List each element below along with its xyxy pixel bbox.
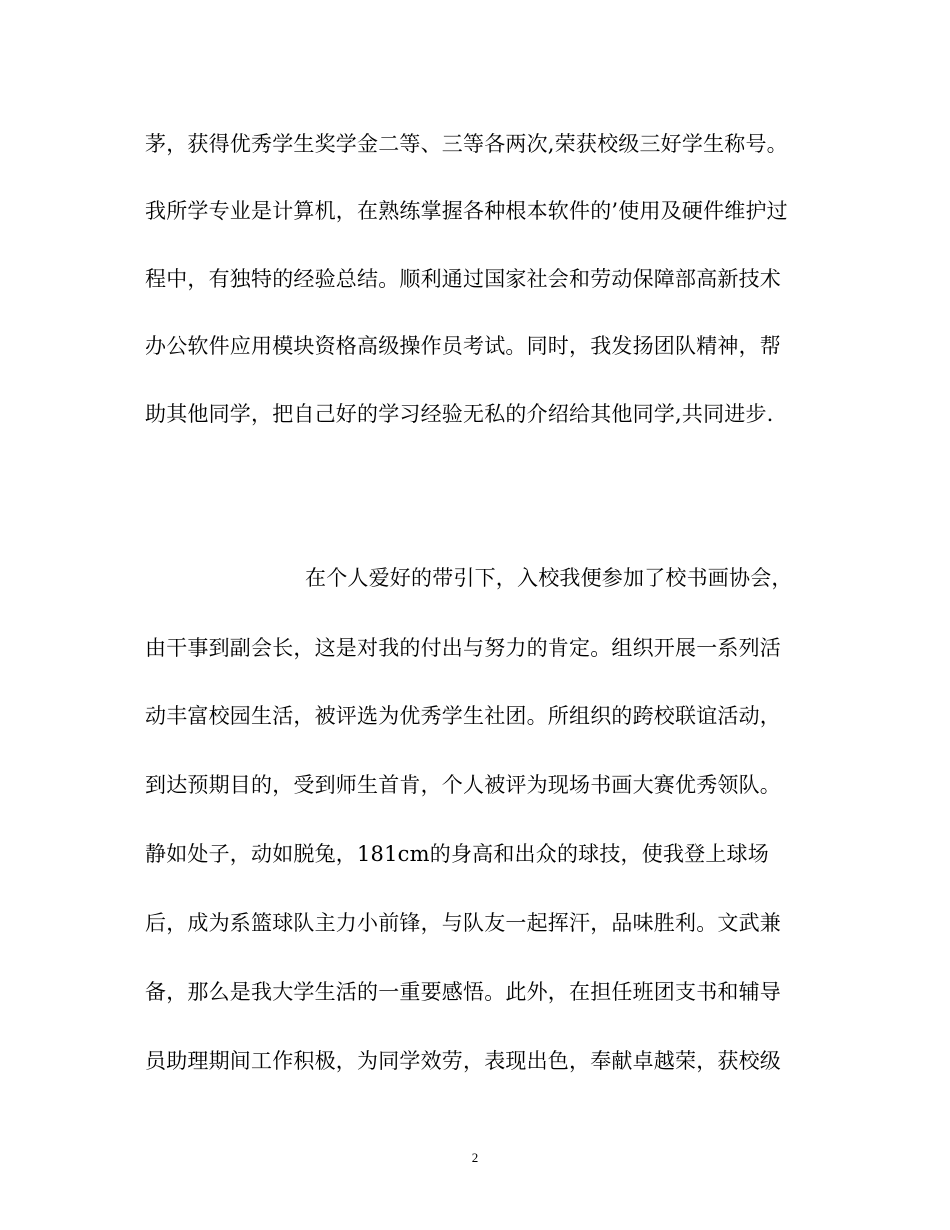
paragraph-2-line-4: 到达预期目的，受到师生首肯，个人被评为现场书画大赛优秀领队。 bbox=[145, 773, 781, 797]
paragraph-2-line-7: 备，那么是我大学生活的一重要感悟。此外，在担任班团支书和辅导 bbox=[145, 980, 781, 1004]
paragraph-1-line-4: 办公软件应用模块资格高级操作员考试。同时，我发扬团队精神，帮 bbox=[145, 334, 781, 358]
paragraph-1-line-3: 程中，有独特的经验总结。顺利通过国家社会和劳动保障部高新技术 bbox=[145, 267, 781, 291]
paragraph-2-line-2: 由干事到副会长，这是对我的付出与努力的肯定。组织开展一系列活 bbox=[145, 636, 781, 660]
page-number: 2 bbox=[471, 1150, 479, 1165]
paragraph-2-line-3: 动丰富校园生活，被评选为优秀学生社团。所组织的跨校联谊活动， bbox=[145, 704, 781, 728]
paragraph-1-line-5: 助其他同学，把自己好的学习经验无私的介绍给其他同学,共同进步. bbox=[145, 402, 774, 426]
paragraph-2-line-1: 在个人爱好的带引下，入校我便参加了校书画协会， bbox=[305, 566, 793, 590]
paragraph-1-line-2: 我所学专业是计算机，在熟练掌握各种根本软件的’使用及硬件维护过 bbox=[145, 199, 788, 223]
paragraph-2-line-6: 后，成为系篮球队主力小前锋，与队友一起挥汗，品味胜利。文武兼 bbox=[145, 911, 781, 935]
paragraph-1-line-1: 茅，获得优秀学生奖学金二等、三等各两次,荣获校级三好学生称号。 bbox=[145, 132, 788, 156]
paragraph-2-line-5: 静如处子，动如脱兔，181cm的身高和出众的球技，使我登上球场 bbox=[145, 842, 769, 866]
paragraph-2-line-8: 员助理期间工作积极，为同学效劳，表现出色，奉献卓越荣，获校级 bbox=[145, 1049, 781, 1073]
